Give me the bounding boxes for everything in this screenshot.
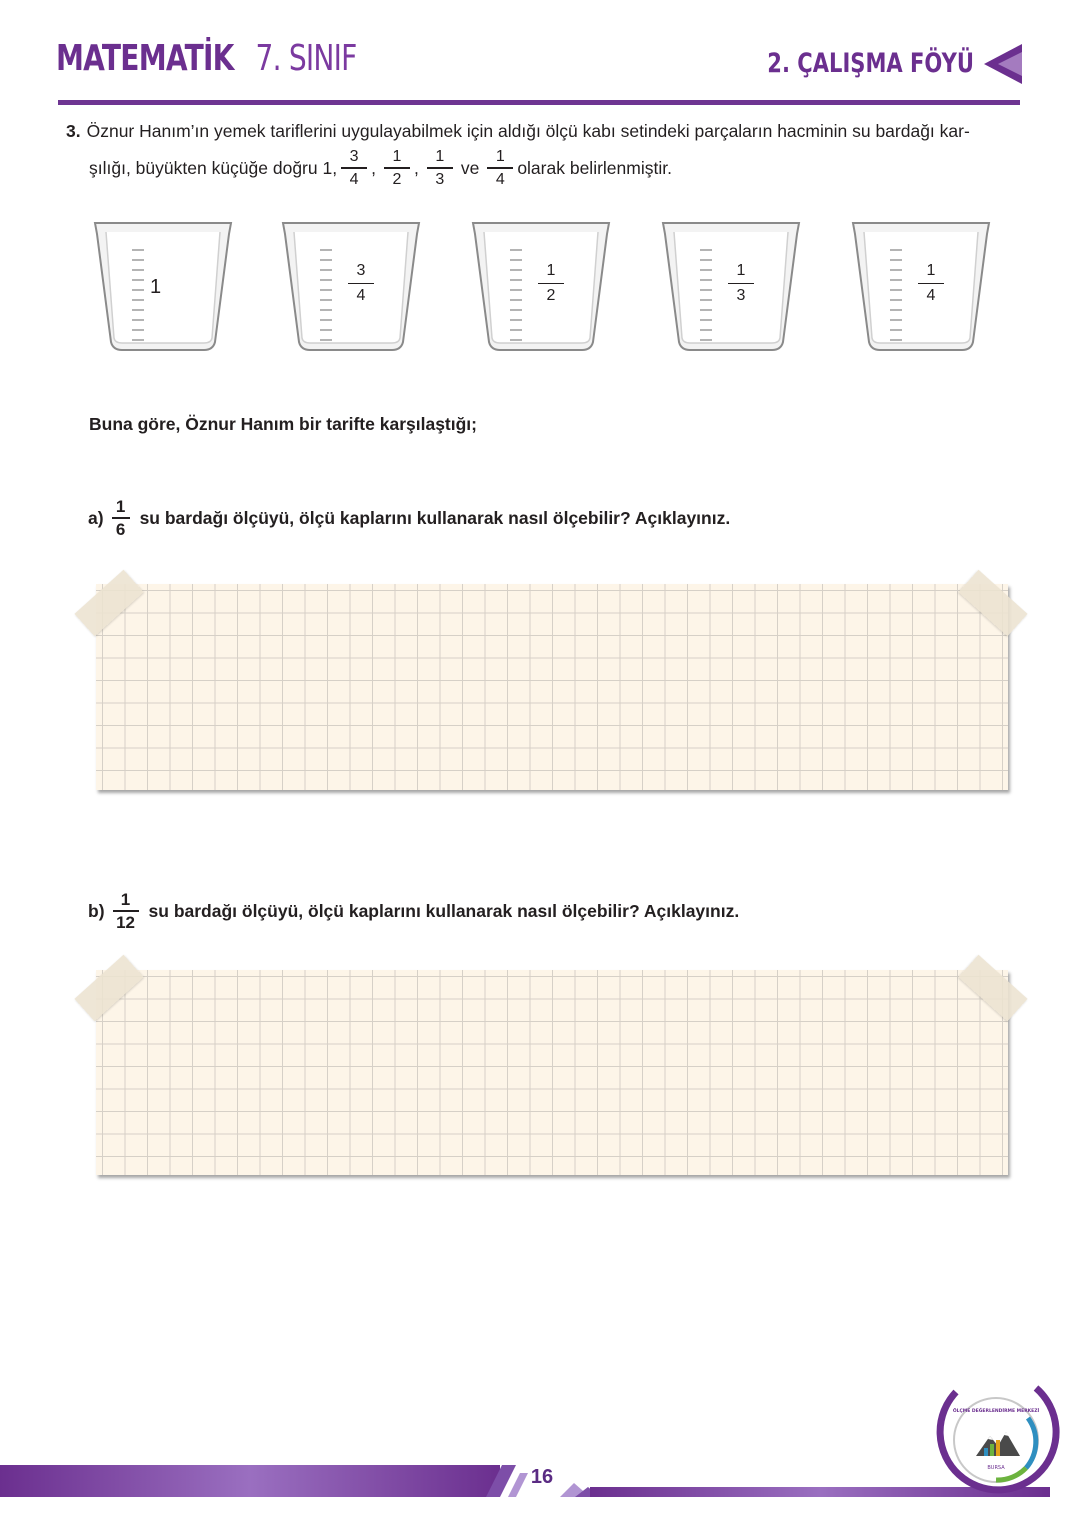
logo-text: ÖLÇME DEĞERLENDİRME MERKEZİ: [952, 1409, 1040, 1414]
question-line-2: [89, 146, 672, 190]
logo-city: BURSA: [987, 1465, 1005, 1471]
intro-text: Buna göre, Öznur Hanım bir tarifte karşılaştığı;: [89, 414, 477, 434]
answer-area-b[interactable]: [96, 970, 1008, 1175]
fraction-numerator: 1: [926, 262, 936, 279]
part-letter: b): [88, 900, 105, 921]
fraction-numerator: 1: [495, 148, 505, 166]
question-text-2: şılığı, büyükten küçüğe doğru 1,: [89, 157, 338, 178]
fraction-denominator: 6: [115, 520, 126, 539]
cup-label: [536, 262, 566, 305]
cup-label: 1: [150, 276, 162, 298]
sheet-title: 2. ÇALIŞMA FÖYÜ: [767, 48, 974, 79]
part-a-prompt: [88, 498, 730, 538]
cup-label: [726, 262, 756, 305]
subject-title: MATEMATİK: [56, 38, 234, 79]
measuring-cup-4: [660, 220, 802, 352]
question-line-1: [66, 118, 1026, 144]
question-text-1: Öznur Hanım’ın yemek tariflerini uygulayabilmek için aldığı ölçü kabı setindeki parçaların hacminin su bardağı kar-: [86, 121, 970, 141]
fraction-denominator: 2: [546, 287, 556, 305]
and-word: ve: [460, 157, 480, 178]
part-text: su bardağı ölçüyü, ölçü kaplarını kullanarak nasıl ölçebilir? Açıklayınız.: [148, 900, 740, 921]
fraction-denominator: 4: [495, 170, 505, 188]
fraction-denominator: 4: [349, 170, 359, 188]
cup-label: [916, 262, 946, 305]
part-letter: a): [88, 507, 104, 528]
measuring-cup-icon: [92, 220, 234, 352]
comma: ,: [371, 157, 376, 178]
grade-title: 7. SINIF: [255, 38, 357, 79]
fraction-numerator: 1: [435, 148, 445, 166]
fraction-one-half: [384, 148, 410, 187]
fraction-denominator: 3: [435, 170, 445, 188]
cup-label: [346, 262, 376, 305]
fraction-denominator: 4: [926, 287, 936, 305]
part-b-prompt: [88, 891, 739, 931]
measuring-cup-5: [850, 220, 992, 352]
header-divider: [58, 100, 1020, 105]
arrow-left-icon: [984, 44, 1022, 84]
page-number: 16: [530, 1466, 554, 1488]
fraction-numerator: 1: [120, 890, 131, 909]
fraction-one-sixth: [112, 498, 130, 538]
fraction-one-quarter: [487, 148, 513, 187]
fraction-three-quarters: [341, 148, 367, 187]
answer-area-a[interactable]: [96, 584, 1008, 790]
fraction-one-third: [427, 148, 453, 187]
fraction-numerator: 1: [115, 497, 126, 516]
comma: ,: [413, 157, 419, 178]
fraction-denominator: 2: [392, 170, 402, 188]
measuring-cup-1: [92, 220, 234, 352]
logo-icon: [936, 1378, 1060, 1494]
measuring-cup-2: [280, 220, 422, 352]
fraction-denominator: 4: [356, 287, 366, 305]
header-title: [56, 38, 357, 79]
fraction-numerator: 3: [356, 262, 366, 279]
fraction-numerator: 3: [349, 148, 359, 166]
fraction-numerator: 1: [736, 262, 746, 279]
fraction-denominator: 3: [736, 287, 746, 305]
fraction-denominator: 12: [116, 913, 135, 932]
fraction-numerator: 1: [546, 262, 556, 279]
measuring-cup-3: [470, 220, 612, 352]
part-text: su bardağı ölçüyü, ölçü kaplarını kullanarak nasıl ölçebilir? Açıklayınız.: [139, 507, 731, 528]
fraction-one-twelfth: [113, 891, 139, 931]
question-number: 3.: [66, 121, 81, 141]
fraction-numerator: 1: [392, 148, 402, 166]
question-text-3: olarak belirlenmiştir.: [517, 157, 672, 178]
